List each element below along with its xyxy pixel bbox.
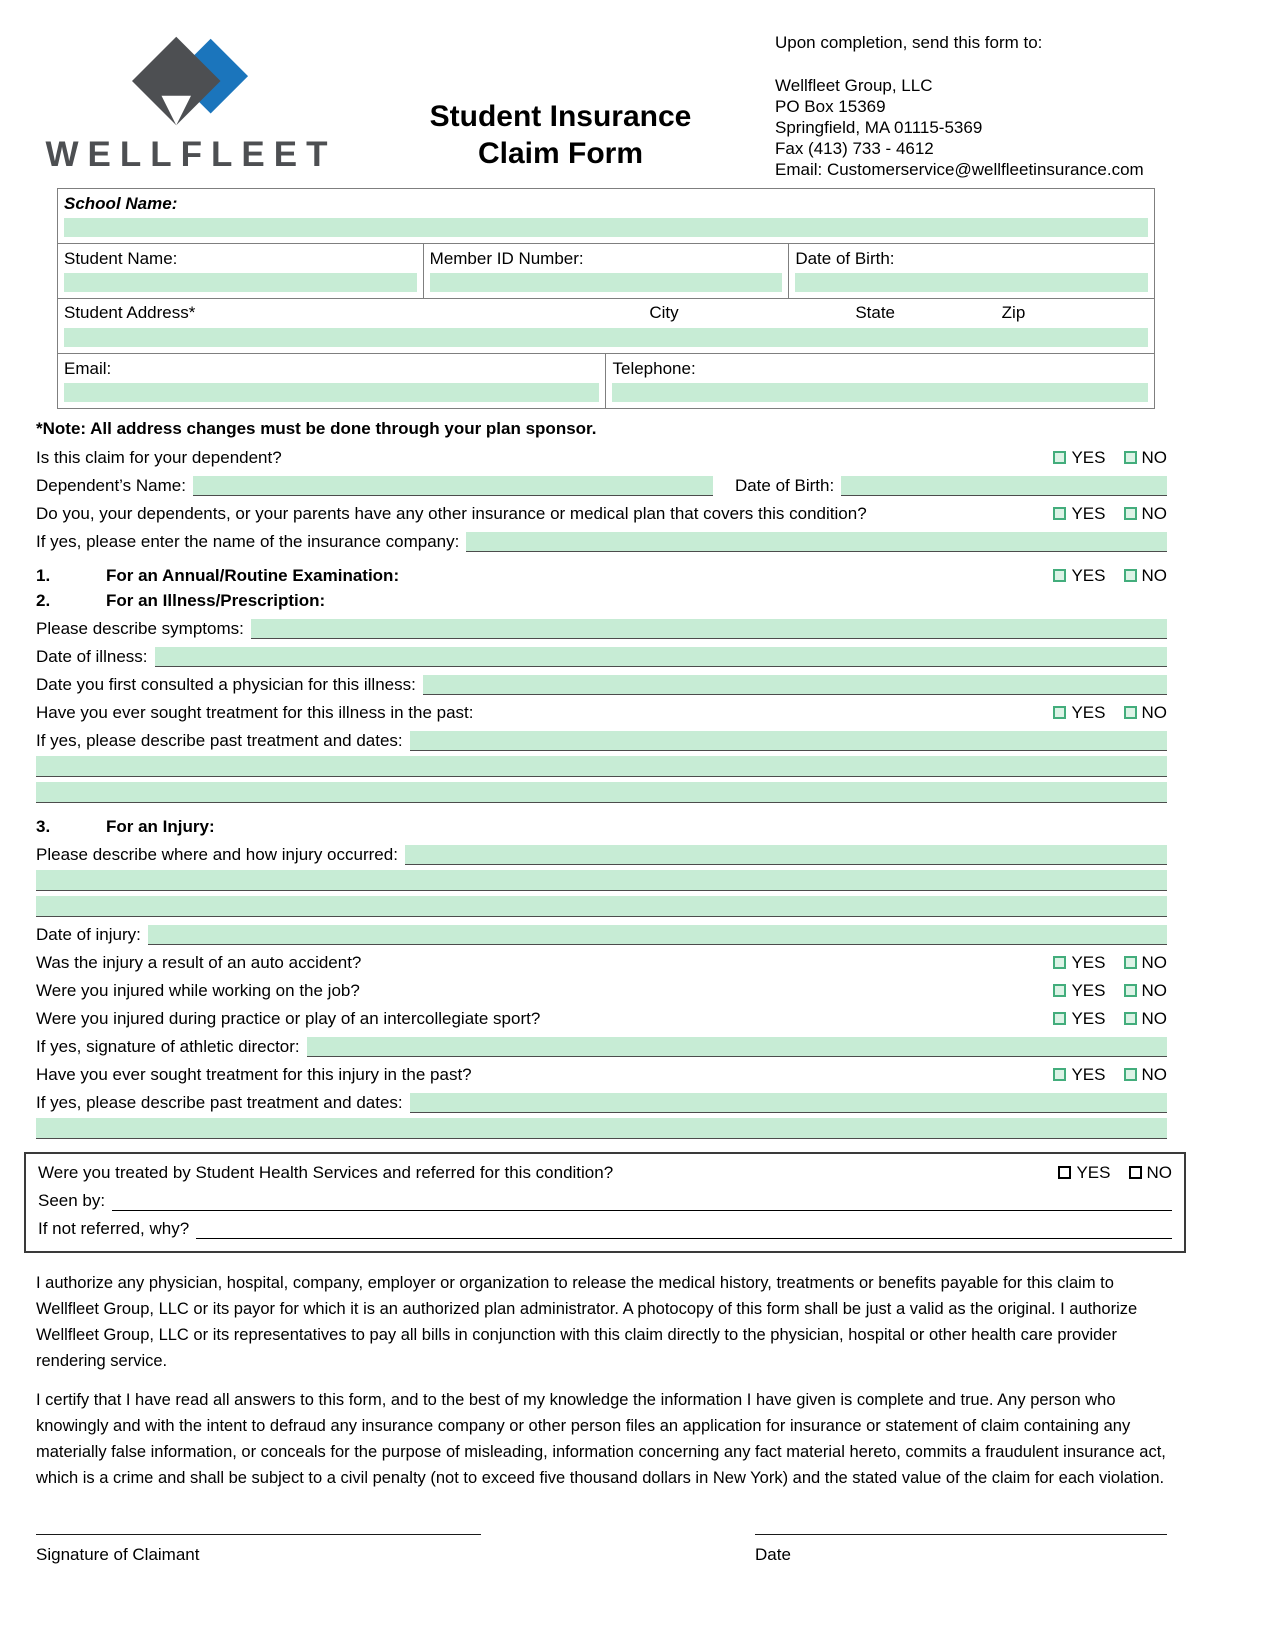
illness-past-treatment-yes-checkbox[interactable] [1053,706,1066,719]
section-2-title: For an Illness/Prescription: [106,590,326,610]
page-title-line2: Claim Form [477,137,644,170]
dependent-claim-yes-no [1053,449,1167,467]
auto-accident-no-checkbox[interactable] [1124,956,1137,969]
insurance-company-field[interactable] [466,532,1167,552]
email-label: Email: [64,359,112,378]
section-1-header [36,565,1167,586]
dependent-name-label: Dependent’s Name: [36,476,186,495]
yes-label: YES [1071,952,1106,972]
form-header [36,26,1167,180]
other-insurance-row [36,503,1167,524]
illness-past-treatment-line-2[interactable] [36,756,1167,777]
symptoms-row [36,618,1167,639]
send-to-fax: Fax (413) 733 - 4612 [775,139,934,158]
insurance-company-row [36,531,1167,552]
certification-paragraph: I certify that I have read all answers to this form, and to the best of my knowledge the information I have given is complete and true. Any person who knowingly and with the intent to defraud any insurance company or other person files an application for insurance or statement of claim containing any materially false information, or conceals for the purpose of misleading, information concerning any fact material hereto, commits a fraudulent insurance act, which is a crime and shall be subject to a civil penalty (not to exceed five thousand dollars in New York) and the stated value of the claim for each violation. [36,1391,1166,1487]
auto-accident-yes-no [1053,954,1167,972]
injury-description-line-3[interactable] [36,896,1167,917]
claimant-signature-line[interactable] [36,1517,481,1535]
intercollegiate-sport-no-checkbox[interactable] [1124,1012,1137,1025]
intercollegiate-sport-yes-no [1053,1010,1167,1028]
wellfleet-diamonds-icon [132,36,250,128]
dependent-name-row [36,475,1167,496]
other-insurance-question: Do you, your dependents, or your parents have any other insurance or medical plan that covers this condition? [36,504,867,523]
seen-by-line[interactable] [112,1194,1172,1211]
dependent-claim-no-checkbox[interactable] [1124,451,1137,464]
injury-past-treatment-field[interactable] [410,1093,1167,1113]
send-to-intro: Upon completion, send this form to: [775,33,1043,52]
yes-label: YES [1071,702,1106,722]
date-of-birth-label: Date of Birth: [795,249,895,268]
claimant-signature-label: Signature of Claimant [36,1545,200,1564]
student-address-field[interactable] [64,328,1148,347]
injury-past-treatment-desc-label: If yes, please describe past treatment and dates: [36,1093,403,1112]
wellfleet-logo [36,26,346,175]
signature-section [36,1517,1167,1565]
send-to-org: Wellfleet Group, LLC [775,76,933,95]
no-label: NO [1141,565,1167,585]
first-consulted-row [36,674,1167,695]
other-insurance-yes-checkbox[interactable] [1053,507,1066,520]
injured-on-job-question: Were you injured while working on the job? [36,981,360,1000]
athletic-director-row [36,1036,1167,1057]
injury-past-treatment-row [36,1064,1167,1085]
send-to-pobox: PO Box 15369 [775,97,886,116]
symptoms-field[interactable] [251,619,1167,639]
injury-description-label: Please describe where and how injury occurred: [36,845,398,864]
if-not-referred-row [38,1218,1172,1239]
injury-past-treatment-question: Have you ever sought treatment for this injury in the past? [36,1065,472,1084]
date-of-injury-row [36,924,1167,945]
no-label: NO [1141,952,1167,972]
illness-past-treatment-row [36,702,1167,723]
insurance-company-label: If yes, please enter the name of the insurance company: [36,532,460,551]
dependent-dob-label: Date of Birth: [734,476,835,495]
no-label: NO [1141,702,1167,722]
first-consulted-field[interactable] [423,675,1167,695]
city-label: City [649,303,679,322]
first-consulted-label: Date you first consulted a physician for this illness: [36,675,416,694]
no-label: NO [1141,447,1167,467]
no-label: NO [1141,1008,1167,1028]
illness-past-treatment-yes-no [1053,704,1167,722]
date-of-illness-field[interactable] [155,647,1168,667]
if-not-referred-line[interactable] [196,1222,1172,1239]
injury-past-treatment-yes-checkbox[interactable] [1053,1068,1066,1081]
dependent-claim-yes-checkbox[interactable] [1053,451,1066,464]
address-labels-row [64,303,1148,325]
date-of-injury-field[interactable] [148,925,1167,945]
other-insurance-no-checkbox[interactable] [1124,507,1137,520]
yes-label: YES [1071,1064,1106,1084]
annual-exam-yes-no [1053,567,1167,585]
injury-past-treatment-line-2[interactable] [36,1118,1167,1139]
dependent-claim-row [36,447,1167,468]
injury-description-row [36,844,1167,865]
no-label: NO [1146,1162,1172,1182]
other-insurance-yes-no [1053,505,1167,523]
auto-accident-yes-checkbox[interactable] [1053,956,1066,969]
page-title-line1: Student Insurance [429,100,692,133]
authorization-paragraph: I authorize any physician, hospital, company, employer or organization to release the medical history, treatments or benefits payable for this claim to Wellfleet Group, LLC or its payor for which it is an authorized plan administrator. A photocopy of this form shall be just a valid as the original. I authorize Wellfleet Group, LLC or its representatives to pay all bills in conjunction with this claim directly to the physician, hospital or other health care provider rendering service. [36,1274,1138,1370]
injury-past-treatment-desc-row [36,1092,1167,1113]
injured-on-job-row [36,980,1167,1001]
intercollegiate-sport-question: Were you injured during practice or play of an intercollegiate sport? [36,1009,541,1028]
student-address-label: Student Address* [64,303,196,322]
telephone-field[interactable] [612,383,1148,402]
athletic-director-signature-field[interactable] [307,1037,1167,1057]
illness-past-treatment-line-3[interactable] [36,782,1167,803]
section-1-title: For an Annual/Routine Examination: [106,565,400,585]
injured-on-job-yes-checkbox[interactable] [1053,984,1066,997]
telephone-label: Telephone: [612,359,696,378]
date-signature-line[interactable] [755,1517,1167,1535]
shs-referred-yes-checkbox[interactable] [1058,1166,1071,1179]
address-change-note: *Note: All address changes must be done through your plan sponsor. [36,419,597,438]
no-label: NO [1141,980,1167,1000]
no-label: NO [1141,503,1167,523]
member-id-label: Member ID Number: [429,249,584,268]
section-2-header [36,590,1167,611]
illness-past-treatment-question: Have you ever sought treatment for this illness in the past: [36,703,474,722]
illness-past-treatment-desc-label: If yes, please describe past treatment and dates: [36,731,403,750]
yes-label: YES [1071,980,1106,1000]
school-name-label: School Name: [64,194,178,213]
if-not-referred-label: If not referred, why? [38,1219,190,1238]
yes-label: YES [1071,1008,1106,1028]
dependent-dob-field[interactable] [841,476,1167,496]
auto-accident-question: Was the injury a result of an auto accident? [36,953,362,972]
shs-referred-row [38,1162,1172,1183]
date-of-illness-label: Date of illness: [36,647,148,666]
student-name-label: Student Name: [64,249,178,268]
intercollegiate-sport-row [36,1008,1167,1029]
injury-description-line-2[interactable] [36,870,1167,891]
athletic-director-label: If yes, signature of athletic director: [36,1037,300,1056]
illness-past-treatment-field[interactable] [410,731,1167,751]
send-to-email: Email: Customerservice@wellfleetinsurance.com [775,160,1144,179]
member-id-field[interactable] [430,273,783,292]
injury-past-treatment-yes-no [1053,1066,1167,1084]
seen-by-label: Seen by: [38,1191,106,1210]
shs-referred-question: Were you treated by Student Health Services and referred for this condition? [38,1163,614,1182]
page-title [346,26,775,172]
state-label: State [855,303,896,322]
shs-referred-yes-no [1058,1164,1172,1182]
zip-label: Zip [1001,303,1026,322]
send-to-city: Springfield, MA 01115-5369 [775,118,983,137]
claimant-signature-block [36,1517,481,1565]
injured-on-job-yes-no [1053,982,1167,1000]
intercollegiate-sport-yes-checkbox[interactable] [1053,1012,1066,1025]
auto-accident-row [36,952,1167,973]
yes-label: YES [1071,447,1106,467]
section-3-header [36,816,1167,837]
student-name-field[interactable] [64,273,417,292]
date-signature-label: Date [755,1545,791,1564]
yes-label: YES [1071,503,1106,523]
brand-wordmark: WELLFLEET [45,135,337,174]
injury-description-field[interactable] [405,845,1167,865]
send-to-block [775,26,1167,180]
date-signature-block [755,1517,1167,1565]
symptoms-label: Please describe symptoms: [36,619,244,638]
annual-exam-no-checkbox[interactable] [1124,569,1137,582]
yes-label: YES [1076,1162,1111,1182]
shs-referred-no-checkbox[interactable] [1129,1166,1142,1179]
illness-past-treatment-no-checkbox[interactable] [1124,706,1137,719]
student-info-table [57,188,1155,409]
no-label: NO [1141,1064,1167,1084]
school-name-field[interactable] [64,218,1148,237]
section-3-title: For an Injury: [106,816,215,836]
injured-on-job-no-checkbox[interactable] [1124,984,1137,997]
section-1-number: 1. [36,565,51,585]
dependent-name-field[interactable] [193,476,713,496]
dependent-claim-question: Is this claim for your dependent? [36,448,282,467]
section-3-number: 3. [36,816,51,836]
student-health-services-box [24,1152,1186,1253]
date-of-injury-label: Date of injury: [36,925,141,944]
illness-past-treatment-desc-row [36,730,1167,751]
email-field[interactable] [64,383,599,402]
seen-by-row [38,1190,1172,1211]
section-2-number: 2. [36,590,51,610]
date-of-illness-row [36,646,1167,667]
injury-past-treatment-no-checkbox[interactable] [1124,1068,1137,1081]
annual-exam-yes-checkbox[interactable] [1053,569,1066,582]
date-of-birth-field[interactable] [795,273,1148,292]
yes-label: YES [1071,565,1106,585]
